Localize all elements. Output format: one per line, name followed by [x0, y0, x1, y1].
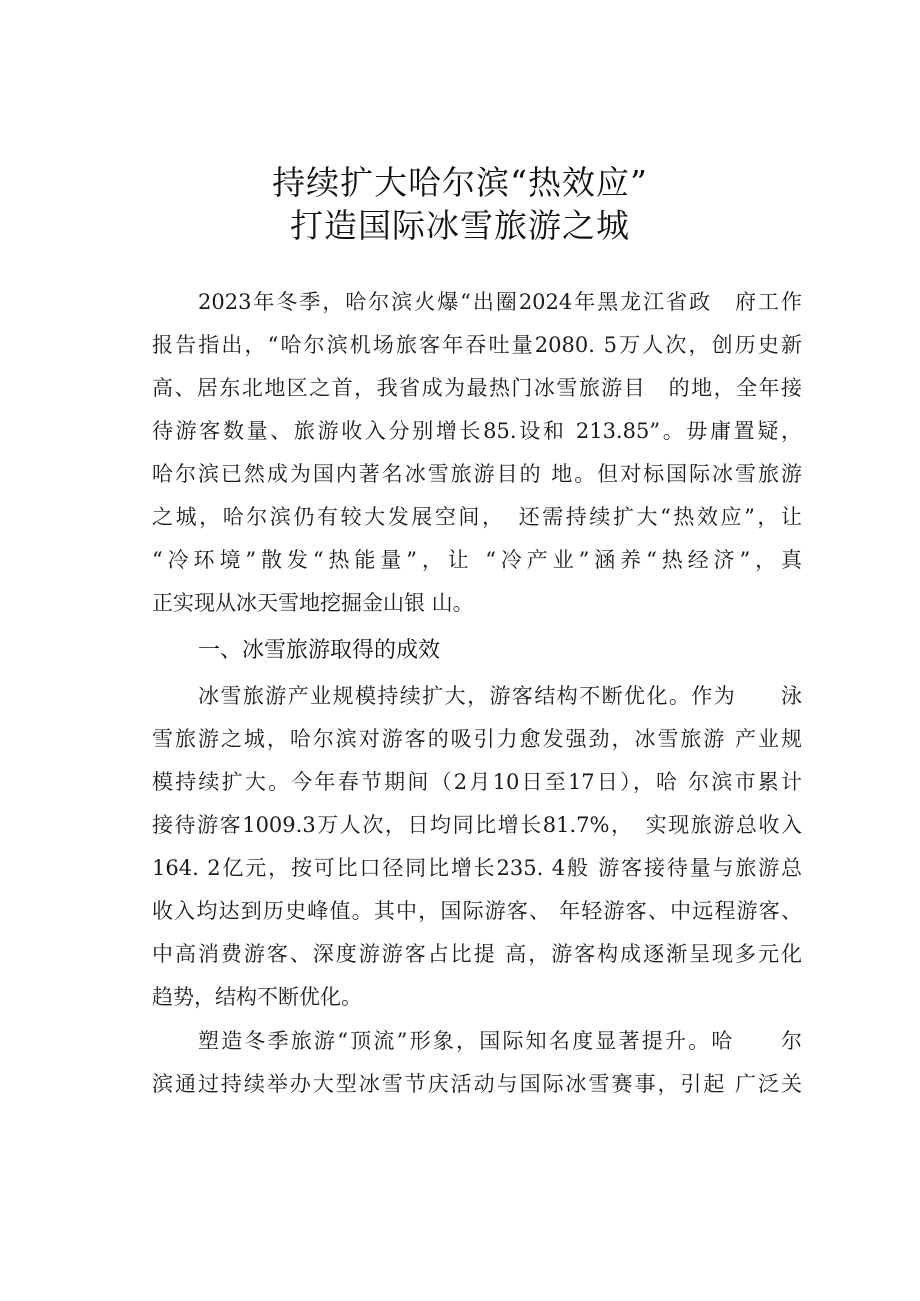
paragraph-2-line-4: 接待游客1009.3万人次，日均同比增长81.7%， 实现旅游总收入 — [152, 813, 802, 837]
paragraph-2-line-2: 雪旅游之城，哈尔滨对游客的吸引力愈发强劲，冰雪旅游 产业规 — [152, 727, 802, 751]
paragraph-2-line-1: 冰雪旅游产业规模持续扩大，游客结构不断优化。作为 泳 — [198, 684, 802, 708]
paragraph-1-line-4: 待游客数量、旅游收入分别增长85.设和 213.85”。毋庸置疑， — [152, 419, 802, 443]
paragraph-2-line-3: 模持续扩大。今年春节期间（2月10日至17日），哈 尔滨市累计 — [152, 770, 802, 794]
document-title-line-2: 打造国际冰雪旅游之城 — [290, 206, 630, 245]
paragraph-1-line-1: 2023年冬季，哈尔滨火爆“出圈2024年黑龙江省政 府工作 — [198, 290, 802, 314]
document-title-line-1: 持续扩大哈尔滨“热效应” — [272, 163, 648, 202]
paragraph-1-line-8: 正实现从冰天雪地挖掘金山银 山。 — [152, 591, 474, 615]
paragraph-2-line-8: 趋势，结构不断优化。 — [152, 985, 362, 1009]
paragraph-2-line-6: 收入均达到历史峰值。其中，国际游客、 年轻游客、中远程游客、 — [152, 899, 802, 923]
paragraph-3-line-1: 塑造冬季旅游“顶流”形象，国际知名度显著提升。哈 尔 — [198, 1029, 802, 1053]
paragraph-1-line-2: 报告指出，“哈尔滨机场旅客年吞吐量2080. 5万人次，创历史新 — [152, 333, 802, 357]
paragraph-2-line-7: 中高消费游客、深度游游客占比提 高，游客构成逐渐呈现多元化 — [152, 942, 802, 966]
paragraph-1-line-7: “冷环境”散发“热能量”，让 “冷产业”涵养“热经济”，真 — [152, 548, 802, 572]
paragraph-3-line-2: 滨通过持续举办大型冰雪节庆活动与国际冰雪赛事，引起 广泛关 — [152, 1072, 802, 1096]
paragraph-1-line-6: 之城，哈尔滨仍有较大发展空间， 还需持续扩大“热效应”，让 — [152, 505, 802, 529]
paragraph-2-line-5: 164. 2亿元，按可比口径同比增长235. 4般 游客接待量与旅游总 — [152, 856, 802, 880]
section-1-heading: 一、冰雪旅游取得的成效 — [198, 638, 441, 663]
paragraph-1-line-5: 哈尔滨已然成为国内著名冰雪旅游目的 地。但对标国际冰雪旅游 — [152, 462, 802, 486]
paragraph-1-line-3: 高、居东北地区之首，我省成为最热门冰雪旅游目 的地，全年接 — [152, 376, 802, 400]
